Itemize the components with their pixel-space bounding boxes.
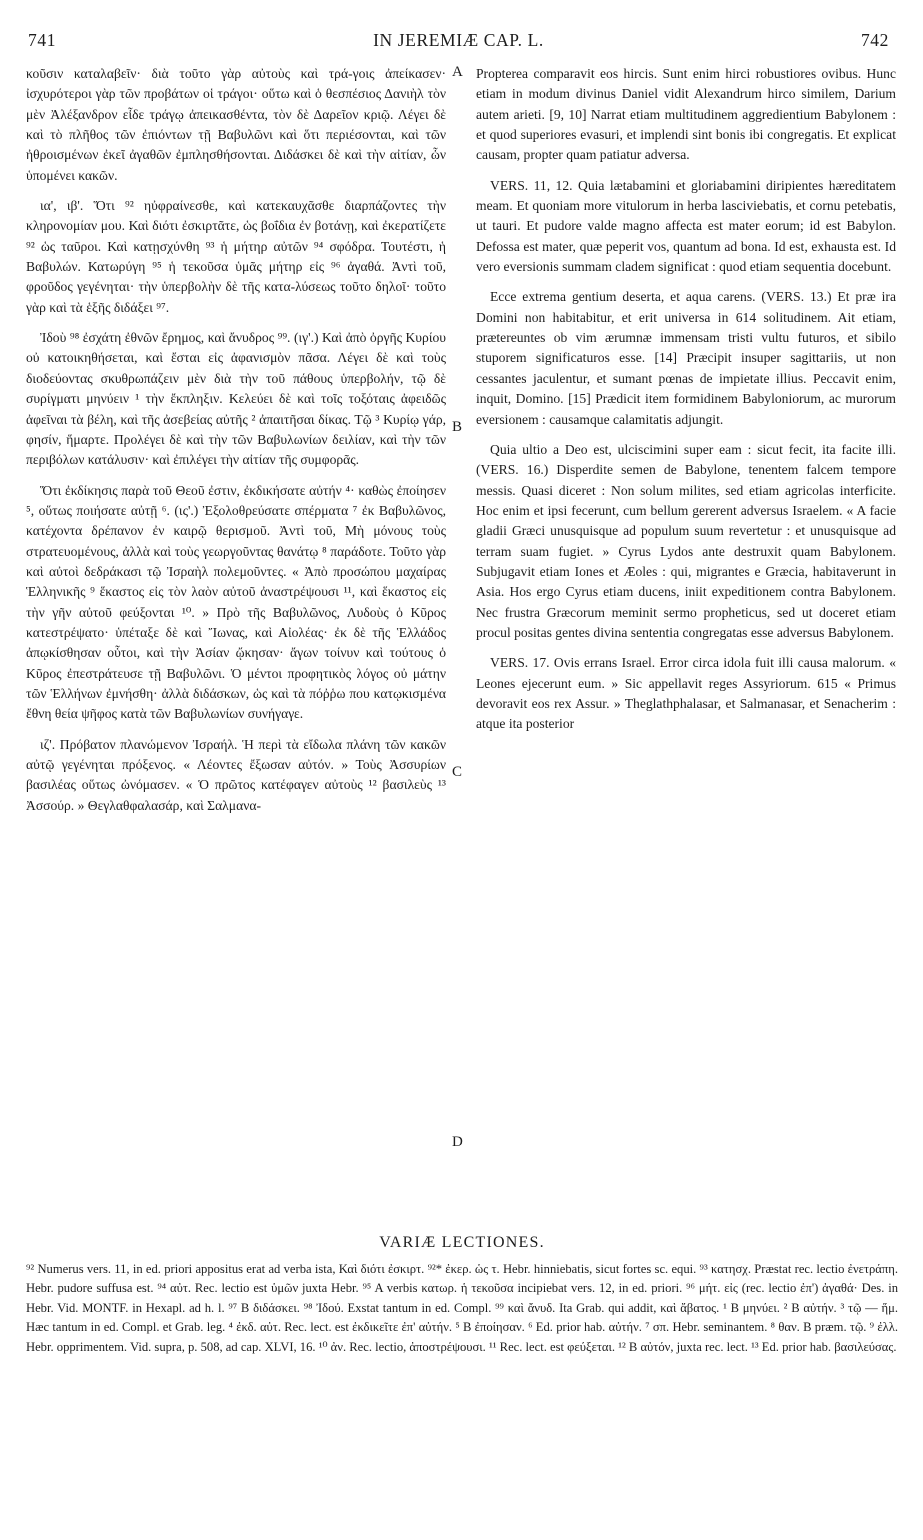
latin-column (476, 64, 896, 745)
running-title: IN JEREMIÆ CAP. L. (373, 30, 544, 50)
greek-paragraph: Ἰδοὺ ⁹⁸ ἐσχάτη ἐθνῶν ἔρημος, καὶ ἄνυδρος ⁹⁹. (ιγ'.) Καὶ ἀπὸ ὀργῆς Κυρίου οὐ κατοικηθήσεται, καὶ ἔσται εἰς ἀφανισμὸν πᾶσα. Λέγει δὲ καὶ τοὺς διοδεύοντας σκυθρωπάζειν μὲν διὰ τὴν τοῦ πάθους ὑπερβολήν, τῷ δὲ συρίγματι μηνύειν ¹ τὴν ἔκπληξιν. Κελεύει δὲ καὶ τοῖς τοξόταις ἀφειδῶς ἀφεῖναι τὰ βέλη, καὶ τῆς ἀσεβείας αὐτῆς ² ἀπαιτῆσαι δίκας. Τῷ ³ Κυρίῳ γάρ, φησίν, ἥμαρτε. Προλέγει δὲ καὶ τὴν τῶν Βαβυλωνίων δειλίαν, καὶ τὴν τῶν περιβόλων κατάλυσιν· καὶ ἐπιλέγει τὴν αἰτίαν τῆς συμφορᾶς. (26, 330, 446, 468)
greek-column (26, 64, 446, 826)
margin-letter-d: D (452, 1134, 463, 1150)
variae-lectiones (26, 1234, 898, 1357)
variae-title: VARIÆ LECTIONES. (379, 1234, 545, 1251)
latin-paragraph: Propterea comparavit eos hircis. Sunt enim hirci robustiores ovibus. Hunc etiam in modum divinus Daniel vidit Alexandrum hirco similem, Darium autem arieti. [9, 10] Narrat etiam multitudinem aggredientium Babylonem : et quod superiores evasuri, et implendi sint bonis ibi congregatis. Et explicat causam, propter quam patiatur adversa. (476, 66, 896, 163)
variae-notes: ⁹² Numerus vers. 11, in ed. priori appositus erat ad verba ista, Καὶ διότι ἐσκιρτ. ⁹²* ἐκερ. ὡς τ. Hebr. hinniebatis, sicut fortes sc. equi. ⁹³ κατησχ. Præstat rec. lectio ἐνετράπη. Hebr. pudore suffusa est. ⁹⁴ αὐτ. Rec. lectio est ὑμῶν juxta Hebr. ⁹⁵ A verbis κατωρ. ἡ τεκοῦσα incipiebat vers. 12, in ed. priori. ⁹⁶ μήτ. εἰς (rec. lectio ἐπ') ἀγαθά· Des. in Hebr. Vid. MONTF. in Hexapl. ad h. l. ⁹⁷ B διδάσκει. ⁹⁸ Ἰδού. Exstat tantum in ed. Compl. ⁹⁹ καὶ ἄνυδ. Ita Grab. qui addit, καὶ ἄβατος. ¹ B μηνύει. ² B αὐτήν. ³ τῷ — ἥμ. Hæc tantum in ed. Compl. et Grab. leg. ⁴ ἐκδ. αὐτ. Rec. lect. est ἐκδικεῖτε ἐπ' αὐτήν. ⁵ B ἐποίησαν. ⁶ Ed. prior hab. αὐτήν. ⁷ σπ. Hebr. seminantem. ⁸ θαν. B præm. τῷ. ⁹ ἐλλ. Hebr. opprimentem. Vid. supra, p. 508, ad cap. XLVI, 16. ¹⁰ ἀν. Rec. lectio, ἀποστρέψουσι. ¹¹ Rec. lect. est φεύξεται. ¹² B αὐτόν, juxta rec. lect. ¹³ Ed. prior hab. βασιλεύσας. (26, 1262, 898, 1354)
greek-paragraph: ιζ'. Πρόβατον πλανώμενον Ἰσραήλ. Ἡ περὶ τὰ εἴδωλα πλάνη τῶν κακῶν αὐτῷ γεγένηται πρόξενος. « Λέοντες ἔξωσαν αὐτόν. » Τοὺς Ἀσσυρίων βασιλέας οὕτως ὠνόμασεν. « Ὁ πρῶτος κατέφαγεν αὐτοὺς ¹² βασιλεὺς ¹³ Ἀσσούρ. » Θεγλαθφαλασάρ, καὶ Σαλμανα- (26, 736, 446, 813)
latin-paragraph: VERS. 17. Ovis errans Israel. Error circa idola fuit illi causa malorum. « Leones ejecerunt eum. » Sic appellavit reges Assyriorum. 615 « Primus devoravit eos rex Assur. » Theglathphalasar, et Salmanasar, et Senacherim : atque ita posterior (476, 655, 896, 732)
margin-letter-b: B (452, 419, 463, 435)
page-number-left: 741 (28, 30, 57, 50)
latin-paragraph: Quia ultio a Deo est, ulciscimini super eam : sicut fecit, ita facite illi. (VERS. 16.) Disperdite semen de Babylone, tenentem falcem tempore messis. Quasi diceret : Non solum milites, sed etiam agricolas interficite. Hoc enim et ipsi fecerunt, cum bellum gererent adversus Israelem. « A facie gladii Græci unusquisque ad populum suum revertetur : et unusquisque ad terram suam fugiet. » Cyrus Lydos ante destruxit quam Babylonem. Subjugavit etiam Iones et Æoles : qui, migrantes e Græcia, habitaverunt in Asia. Hos ergo Cyrus etiam ducens, iniit expeditionem contra Babylonem. Nec frustra Græcorum meminit sermo propheticus, sed ut doceret etiam procul positas gentes divina sententia congregatas esse adversus Babylonem. (476, 441, 896, 640)
margin-letter-a: A (452, 64, 463, 80)
greek-paragraph: Ὅτι ἐκδίκησις παρὰ τοῦ Θεοῦ ἐστιν, ἐκδικήσατε αὐτήν ⁴· καθὼς ἐποίησεν ⁵, οὕτως ποιήσατε αὐτῇ ⁶. (ις'.) Ἐξολοθρεύσατε σπέρματα ⁷ ἐκ Βαβυλῶνος, κατέχοντα δρέπανον ἐν καιρῷ θερισμοῦ. Ἀντὶ τοῦ, Μὴ μόνους τοὺς στρατευομένους, ἀλλὰ καὶ τοὺς γεωργοῦντας θανάτῳ ⁸ παράδοτε. Τοῦτο γὰρ καὶ αὐτοὶ δεδράκασι τῷ Ἰσραὴλ πολεμοῦντες. « Ἀπὸ προσώπου μαχαίρας Ἑλληνικῆς ⁹ ἕκαστος εἰς τὸν λαὸν αὐτοῦ ἀναστρέψουσι ¹¹, καὶ ἕκαστος εἰς τὴν γῆν αὐτοῦ φεύξονται ¹⁰. » Πρὸ τῆς Βαβυλῶνος, Λυδοὺς ὁ Κῦρος κατεστρέψατο· ὑπέταξε δὲ καὶ Ἴωνας, καὶ Αἰολέας· ἐκ δὲ τῆς Ἑλλάδος ἀπῳκίσθησαν οὗτοι, καὶ τὴν Ἀσίαν ᾤκησαν· ἄγων τοίνυν καὶ τούτους ὁ Κῦρος ἐπεστράτευσε τῇ Βαβυλῶνι. Ὁ μέντοι προφητικὸς λόγος οὐ μάτην τῶν Ἑλλήνων ἐμνήσθη· ἀλλὰ διδάσκων, ὡς καὶ τὰ πόῤῥω που κατῳκισμένα ἔθνη θεία ψῆφος κατὰ τῶν Βαβυλωνίων συνήγαγε. (26, 482, 446, 722)
page-header (28, 30, 889, 56)
latin-paragraph: VERS. 11, 12. Quia lætabamini et gloriabamini diripientes hæreditatem meam. Et quoniam more vitulorum in herba lasciviebatis, et cornu petebatis, ut tauri. Et pudore valde magno affecta est mater eorum; id est Babylon. Defossa est mater, quæ peperit vos, quantum ad bona. Id est, exhausta est. Id vero eversionis summam cladem significat : quod etiam sequentia docebunt. (476, 177, 896, 275)
page-number-right: 742 (860, 30, 889, 50)
greek-paragraph: κοῦσιν καταλαβεῖν· διὰ τοῦτο γὰρ αὐτοὺς καὶ τρά-γοις ἀπείκασεν· ἰσχυρότεροι γὰρ τῶν προβάτων οἱ τράγοι· οὕτω καὶ ὁ θεσπέσιος Δανιὴλ τὸν μὲν Ἀλέξανδρον εἶδε τράγῳ ἀπεικασθέντα, τὸν δὲ Δαρεῖον κριῷ. Λέγει δὲ καὶ τὸ πλῆθος τῶν ἐπιόντων τῇ Βαβυλῶνι καὶ ὅτι περιέσονται, καὶ τῶν ἠθροισμένων ἐκεῖ ἀγαθῶν ἐμπλησθήσονται. Διδάσκει δὲ καὶ τὴν αἰτίαν, ὧν ὑπομένει κακῶν. (26, 66, 446, 183)
latin-paragraph: Ecce extrema gentium deserta, et aqua carens. (VERS. 13.) Et præ ira Domini non habitabitur, et erit universa in 614 solitudinem. Ait etiam, prætereuntes ob vim ærumnæ immensam tristi vultu futuros, et sibilo stuporem significaturos esse. [14] Præcipit insuper sagittariis, ut non cessantes jaculentur, et sumant pœnas de impietate illius. Peccavit enim, inquit, Domino. [15] Prædicit item formidinem Babyloniorum, ac murorum eversionem : causamque calamitatis adjungit. (476, 289, 896, 427)
margin-letter-c: C (452, 764, 463, 780)
greek-paragraph: ια', ιβ'. Ὅτι ⁹² ηὐφραίνεσθε, καὶ κατεκαυχᾶσθε διαρπάζοντες τὴν κληρονομίαν μου. Καὶ διότι ἐσκιρτᾶτε, ὡς βοΐδια ἐν βοτάνῃ, καὶ ἐκερατίζετε ⁹² ὡς ταῦροι. Καὶ κατῃσχύνθη ⁹³ ἡ μήτηρ αὐτῶν ⁹⁴ σφόδρα. Τουτέστι, ἡ Βαβυλών. Κατωρύγη ⁹⁵ ἡ τεκοῦσα ὑμᾶς μήτηρ εἰς ⁹⁶ ἀγαθά. Ἀντὶ τοῦ, φροῦδος γεγένηται· τὴν ὑπερβολὴν δὲ τῆς κατα-λύσεως τοῦτο δηλοῖ· τοῦτο γὰρ καὶ τὰ ἑξῆς διδάξει ⁹⁷. (26, 198, 446, 315)
